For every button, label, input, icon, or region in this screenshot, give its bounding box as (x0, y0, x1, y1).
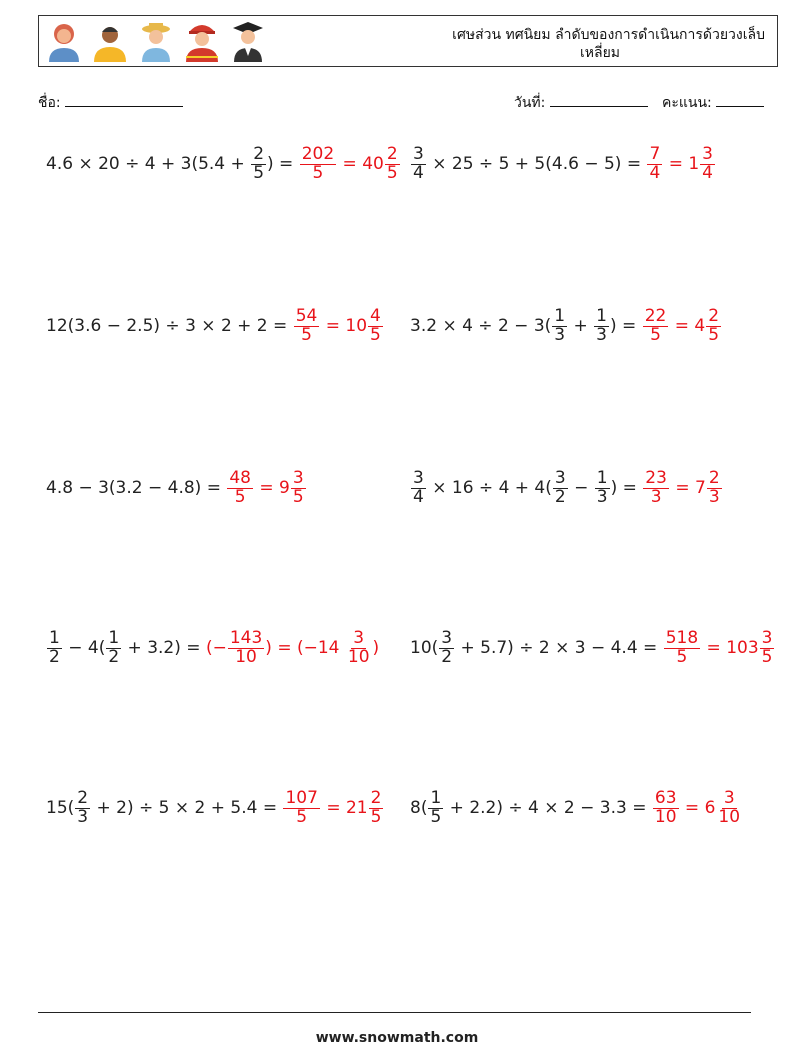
woman-avatar-icon (45, 20, 83, 62)
denominator: 3 (554, 324, 566, 345)
expression-text: + 2) ÷ 5 × 2 + 5.4 = (91, 798, 283, 819)
expression-fraction (439, 630, 454, 667)
answer-fraction (300, 146, 336, 183)
answer-fraction (368, 308, 383, 345)
problem-9 (46, 790, 384, 827)
expression-fraction (47, 630, 62, 667)
numerator: 1 (108, 628, 120, 648)
denominator: 4 (413, 486, 424, 507)
expression-text: + 5.7) ÷ 2 × 3 − 4.4 = (455, 638, 663, 659)
expression-text: ) = (610, 478, 643, 499)
name-blank[interactable] (65, 92, 183, 107)
denominator: 5 (386, 162, 398, 183)
expression-fraction (553, 470, 568, 507)
answer-fraction (283, 790, 319, 827)
expression-text: 15( (46, 798, 75, 819)
answer-text: = 1 (663, 154, 700, 175)
denominator: 5 (301, 324, 312, 345)
answer-fraction (228, 630, 264, 667)
answer-text: = 103 (701, 638, 759, 659)
denominator: 4 (649, 162, 661, 183)
denominator: 2 (554, 486, 566, 507)
score-blank[interactable] (716, 92, 764, 107)
expression-fraction (411, 470, 426, 507)
answer (293, 308, 384, 345)
answer-fraction (385, 146, 400, 183)
denominator: 2 (49, 646, 60, 667)
answer-fraction (664, 630, 700, 667)
expression-fraction (75, 790, 90, 827)
denominator: 5 (292, 486, 304, 507)
expression-text: − (568, 478, 594, 499)
problem-10 (410, 790, 743, 827)
numerator: 1 (49, 628, 60, 648)
denominator: 3 (596, 324, 607, 345)
denominator: 5 (761, 646, 773, 667)
denominator: 2 (441, 646, 453, 667)
answer-text: ) (372, 638, 380, 659)
title-line-1: เศษส่วน ทศนิยม ลำดับของการดำเนินการด้วยวงเล็บ (452, 27, 765, 43)
numerator: 48 (229, 468, 251, 488)
farmer-avatar-icon (137, 20, 175, 62)
answer (646, 146, 716, 183)
denominator: 5 (708, 324, 720, 345)
denominator: 2 (108, 646, 120, 667)
footer-url: www.snowmath.com (315, 1030, 479, 1046)
answer-fraction (700, 146, 715, 183)
numerator: 63 (654, 788, 677, 808)
expression-fraction (251, 146, 266, 183)
denominator: 5 (650, 324, 661, 345)
denominator: 4 (702, 162, 713, 183)
denominator: 10 (654, 806, 677, 827)
answer-fraction (369, 790, 384, 827)
denominator: 5 (296, 806, 308, 827)
expression-fraction (594, 308, 609, 345)
answer-text: = 40 (337, 154, 384, 175)
answer-fraction (294, 308, 320, 345)
denominator: 5 (234, 486, 246, 507)
answer (226, 470, 306, 507)
answer (663, 630, 776, 667)
denominator: 5 (430, 806, 442, 827)
expression-text: ) = (610, 316, 642, 337)
numerator: 3 (413, 144, 424, 164)
answer-fraction (346, 630, 372, 667)
denominator: 5 (370, 324, 381, 345)
numerator: 1 (596, 306, 607, 326)
answer-fraction (291, 470, 306, 507)
denominator: 5 (370, 806, 382, 827)
score-label: คะแนน: (662, 95, 712, 111)
problem-6 (410, 470, 723, 507)
graduate-avatar-icon (229, 20, 267, 62)
expression-text: + 2.2) ÷ 4 × 2 − 3.3 = (444, 798, 652, 819)
expression-fraction (595, 470, 610, 507)
name-field (38, 92, 183, 114)
expression-fraction (411, 146, 426, 183)
denominator: 5 (312, 162, 324, 183)
answer-text: = 7 (669, 478, 706, 499)
worksheet-header (38, 15, 778, 67)
denominator: 3 (596, 486, 608, 507)
answer (642, 470, 722, 507)
avatar-row (45, 20, 267, 62)
answer-fraction (643, 470, 669, 507)
numerator: 1 (596, 468, 608, 488)
answer (652, 790, 743, 827)
answer (282, 790, 384, 827)
denominator: 10 (718, 806, 741, 827)
expression-text: ) = (267, 154, 299, 175)
expression-text: 10( (410, 638, 439, 659)
answer-text: (− (205, 638, 227, 659)
problem-7 (46, 630, 379, 667)
footer-divider (38, 1012, 751, 1013)
score-field (662, 92, 764, 114)
denominator: 3 (77, 806, 89, 827)
expression-text: + 3.2) = (122, 638, 206, 659)
numerator: 2 (708, 306, 720, 326)
date-field (514, 92, 648, 114)
answer (642, 308, 722, 345)
numerator: 1 (554, 306, 566, 326)
denominator: 5 (676, 646, 688, 667)
numerator: 2 (386, 144, 398, 164)
date-label: วันที่: (514, 95, 546, 111)
answer-text: = 6 (679, 798, 716, 819)
numerator: 107 (285, 788, 318, 808)
denominator: 3 (708, 486, 720, 507)
numerator: 3 (702, 144, 713, 164)
numerator: 3 (554, 468, 566, 488)
man-avatar-icon (91, 20, 129, 62)
numerator: 518 (665, 628, 699, 648)
worksheet-title (395, 26, 765, 62)
numerator: 4 (370, 306, 381, 326)
numerator: 3 (292, 468, 304, 488)
problem-1 (46, 146, 401, 183)
numerator: 3 (353, 628, 365, 648)
answer-fraction (653, 790, 679, 827)
expression-text: − 4( (62, 638, 106, 659)
problem-8 (410, 630, 775, 667)
answer-text: = 21 (320, 798, 368, 819)
answer-fraction (707, 470, 722, 507)
name-label: ชื่อ: (38, 95, 61, 111)
firefighter-avatar-icon (183, 20, 221, 62)
answer-fraction (716, 790, 742, 827)
answer-text: ) = (−14 (265, 638, 345, 659)
expression-text: 8( (410, 798, 428, 819)
answer-fraction (647, 146, 662, 183)
numerator: 3 (413, 468, 424, 488)
numerator: 202 (301, 144, 335, 164)
answer (299, 146, 401, 183)
answer-text: = 9 (253, 478, 290, 499)
answer-fraction (227, 470, 253, 507)
numerator: 1 (430, 788, 442, 808)
problem-4 (410, 308, 722, 345)
problem-3 (46, 308, 384, 345)
problem-5 (46, 470, 307, 507)
answer-text: = 4 (669, 316, 706, 337)
numerator: 2 (370, 788, 382, 808)
answer (206, 630, 379, 667)
numerator: 143 (229, 628, 263, 648)
expression-text: × 25 ÷ 5 + 5(4.6 − 5) = (426, 154, 647, 175)
answer-fraction (760, 630, 775, 667)
denominator: 5 (253, 162, 265, 183)
denominator: 10 (347, 646, 370, 667)
expression-text: × 16 ÷ 4 + 4( (426, 478, 552, 499)
numerator: 22 (644, 306, 667, 326)
numerator: 2 (77, 788, 89, 808)
date-blank[interactable] (550, 92, 648, 107)
expression-fraction (106, 630, 121, 667)
expression-fraction (428, 790, 443, 827)
denominator: 3 (650, 486, 662, 507)
answer-text: = 10 (320, 316, 368, 337)
numerator: 2 (708, 468, 720, 488)
title-line-2: เหลี่ยม (579, 45, 621, 61)
numerator: 23 (645, 468, 667, 488)
numerator: 3 (761, 628, 773, 648)
expression-text: + (568, 316, 594, 337)
numerator: 3 (441, 628, 453, 648)
expression-text: 12(3.6 − 2.5) ÷ 3 × 2 + 2 = (46, 316, 293, 337)
numerator: 2 (253, 144, 265, 164)
answer-fraction (706, 308, 721, 345)
problem-2 (410, 146, 716, 183)
numerator: 7 (649, 144, 661, 164)
expression-text: 4.6 × 20 ÷ 4 + 3(5.4 + (46, 154, 251, 175)
denominator: 10 (235, 646, 257, 667)
numerator: 54 (295, 306, 318, 326)
expression-text: 4.8 − 3(3.2 − 4.8) = (46, 478, 227, 499)
expression-text: 3.2 × 4 ÷ 2 − 3( (410, 316, 552, 337)
expression-fraction (552, 308, 567, 345)
denominator: 4 (413, 162, 424, 183)
answer-fraction (643, 308, 669, 345)
numerator: 3 (723, 788, 735, 808)
